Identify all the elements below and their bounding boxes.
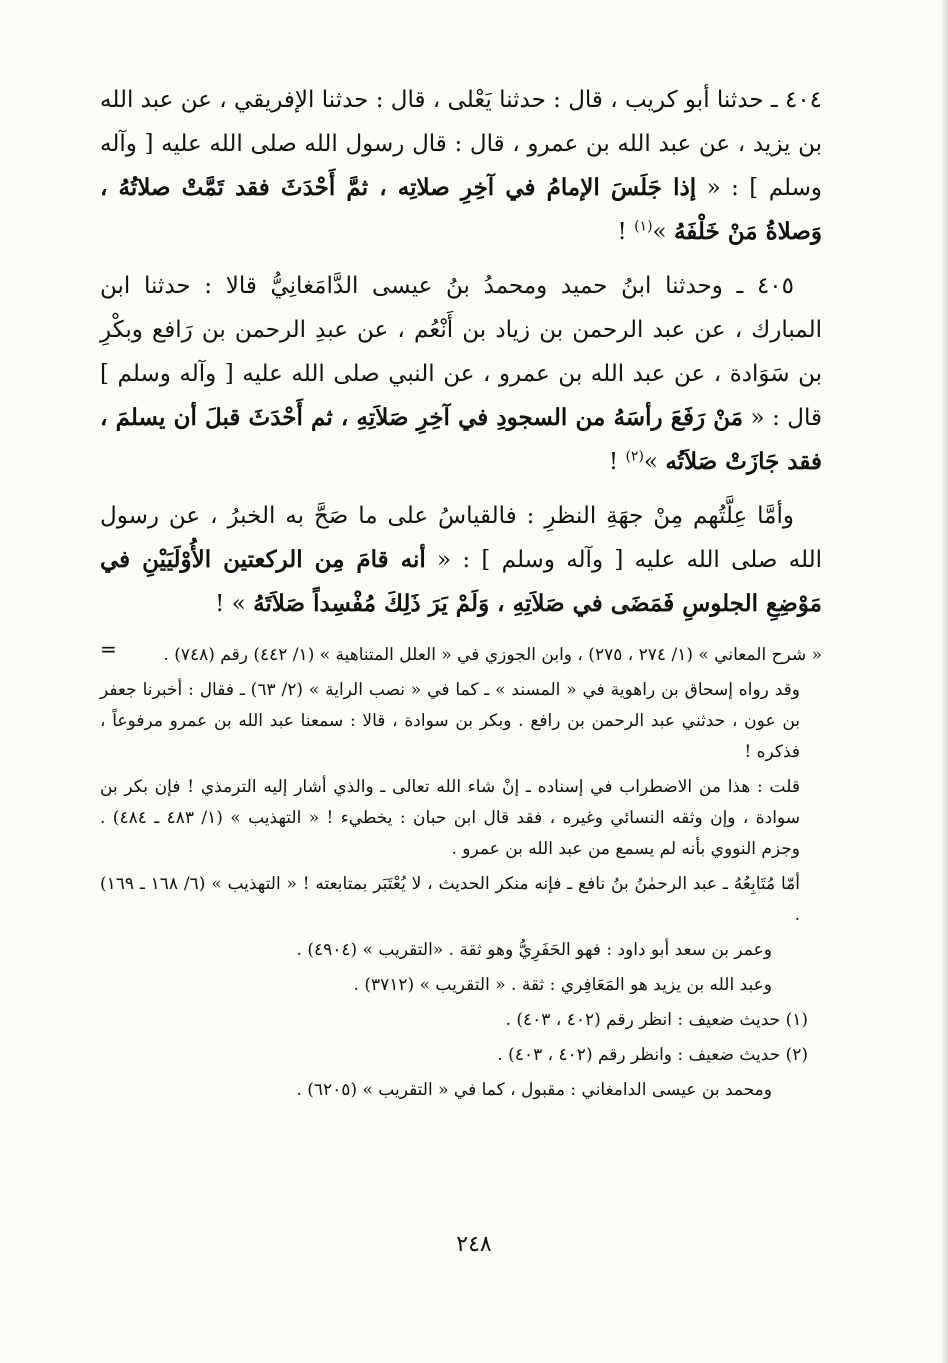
hadith-405 — [100, 264, 822, 484]
notes-section — [100, 637, 822, 1110]
hadith-404-end: ! — [617, 219, 635, 245]
hadith-404-chain: ٤٠٤ ـ حدثنا أبو كريب ، قال : حدثنا يَعْلى ، قال : حدثنا الإفريقي ، عن عبد الله بن يزيد ، عن عبد الله بن عمرو ، قال : قال رسول الله صلى الله عليه [ وآله وسلم ] : « — [100, 87, 822, 201]
footnote-ref-1: (١) — [634, 218, 653, 235]
page-number: ٢٤٨ — [456, 1232, 492, 1257]
note-line: وقد رواه إسحاق بن راهوية في « المسند » ـ كما في « نصب الراية » (٢/ ٦٣) ـ فقال : أخبرنا جعفر بن عون ، حدثني عبد الرحمن بن رافع . وبكر بن سوادة ، قالا : سمعنا عبد الله بن عمرو مرفوعاً ، فذكره ! — [100, 680, 800, 762]
hadith-405-chain: ٤٠٥ ـ وحدثنا ابنُ حميد ومحمدُ بنُ عيسى الدَّامَغانِيُّ قالا : حدثنا ابن المبارك ، عن عبد الرحمن بن زياد بن أَنْعُم ، عن عبدِ الرحمن بن رَافع وبكْرِ بن سَوَادة ، عن عبد الله بن عمرو ، عن النبي صلى الله عليه [ وآله وسلم ] قال : « — [100, 273, 822, 431]
reasoning-paragraph — [100, 494, 822, 626]
footnote-2-extra: ومحمد بن عيسى الدامغاني : مقبول ، كما في « التقريب » (٦٢٠٥) . — [296, 1080, 772, 1100]
reasoning-intro: وأمَّا عِلَّتُهم مِنْ جهَةِ النظرِ : فالقياسُ على ما صَحَّ به الخبرُ ، عن رسول الله صلى الله عليه [ وآله وسلم ] : « — [100, 503, 822, 573]
hadith-404-matn: إذا جَلَسَ الإمامُ في آخِرِ صلاتِه ، ثمَّ أَحْدَثَ فقد تَمَّتْ صلاتُهُ ، وَصلاةُ مَنْ خَلْفَهُ — [100, 174, 822, 245]
hadith-405-end: ! — [608, 449, 626, 475]
main-text — [100, 78, 822, 636]
note-line: وعبد الله بن يزيد هو المَعَافِري : ثقة . « التقريب » (٣٧١٢) . — [353, 975, 772, 995]
footnote-ref-2: (٢) — [625, 448, 644, 465]
hadith-405-matn: مَنْ رَفَعَ رأسَهُ من السجودِ في آخِرِ صَلاَتِهِ ، ثم أَحْدَثَ قبلَ أن يسلمَ ، فقد جَازَتْ صَلاَتُه — [100, 404, 822, 475]
reasoning-quote: أنه قامَ مِن الركعتين الأُوْلَيَيْنِ في مَوْضِعِ الجلوسِ فَمَضَى في صَلاَتِهِ ، وَلَمْ يَرَ ذَلِكَ مُفْسِداً صَلاَتَهُ — [100, 546, 822, 617]
note-line: أمّا مُتَابِعُهُ ـ عبد الرحمٰنُ بنُ نافع ـ فإنه منكر الحديث ، لا يُعْتَبَر بمتابعته ! « التهذيب » (٦/ ١٦٨ ـ ١٦٩) . — [100, 874, 800, 925]
hadith-404 — [100, 78, 822, 254]
footnote-2: (٢) حديث ضعيف : وانظر رقم (٤٠٢ ، ٤٠٣) . — [497, 1045, 808, 1065]
note-line: « شرح المعاني » (١/ ٢٧٤ ، ٢٧٥) ، وابن الجوزي في « العلل المتناهية » (١/ ٤٤٢) رقم (٧٤٨) . — [163, 645, 822, 665]
note-line: وعمر بن سعد أبو داود : فهو الحَفَرِيُّ وهو ثقة . «التقريب » (٤٩٠٤) . — [296, 940, 772, 960]
reasoning-end: » ! — [215, 591, 254, 617]
scan-edge — [942, 0, 948, 1363]
hadith-404-quote-close: » — [652, 219, 674, 245]
hadith-405-quote-close: » — [643, 449, 666, 475]
continuation-mark: = — [100, 637, 117, 661]
footnote-1: (١) حديث ضعيف : انظر رقم (٤٠٢ ، ٤٠٣) . — [505, 1010, 808, 1030]
note-line: قلت : هذا من الاضطراب في إسناده ـ إنْ شاء الله تعالى ـ والذي أشار إليه الترمذي ! فإن بكر بن سوادة ، وإن وثقه النسائي وغيره ، فقد قال ابن حبان : يخطيء ! « التهذيب » (١/ ٤٨٣ ـ ٤٨٤) . وجزم النووي بأنه لم يسمع من عبد الله بن عمرو . — [100, 777, 800, 859]
